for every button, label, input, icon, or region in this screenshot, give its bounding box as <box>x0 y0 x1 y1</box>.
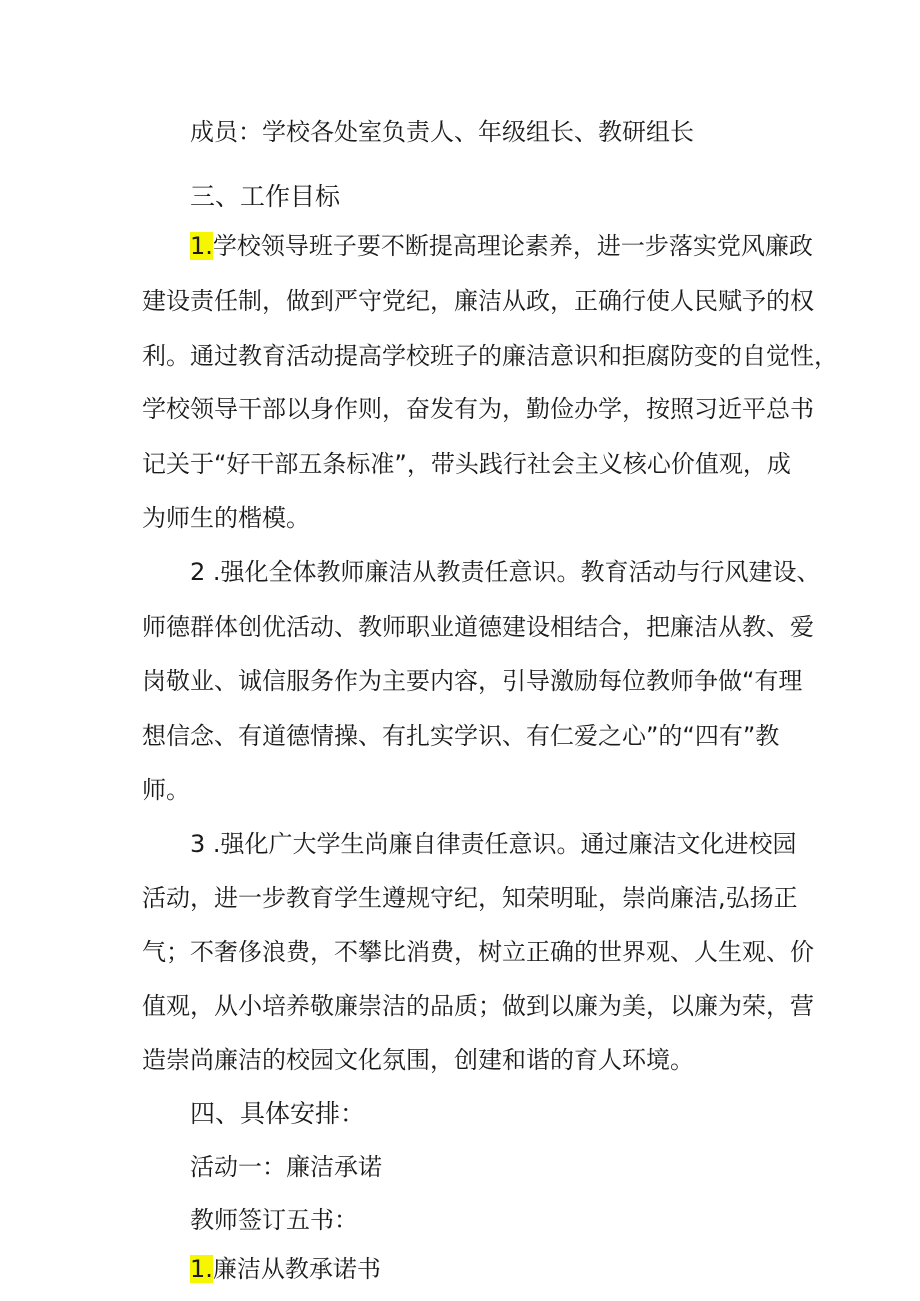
activity-1: 活动一：廉洁承诺 <box>190 1153 382 1181</box>
goal-1-line-6: 为师生的楷模。 <box>142 504 310 532</box>
teachers-sign-line: 教师签订五书： <box>190 1206 358 1234</box>
goal-2-line-3: 岗敬业、诚信服务作为主要内容，引导激励每位教师争做“有理 <box>142 667 803 695</box>
section-4-title: 四、具体安排： <box>190 1099 366 1128</box>
goal-1-line-2: 建设责任制，做到严守党纪，廉洁从政，正确行使人民赋予的权 <box>142 287 814 315</box>
goal-1-line-4: 学校领导干部以身作则，奋发有为，勤俭办学，按照习近平总书 <box>142 395 814 423</box>
members-line: 成员：学校各处室负责人、年级组长、教研组长 <box>190 118 694 146</box>
goal-2-line-5: 师。 <box>142 776 190 804</box>
goal-3-line-4: 值观，从小培养敬廉崇洁的品质；做到以廉为美，以廉为荣，营 <box>142 992 814 1020</box>
section-3-title: 三、工作目标 <box>190 182 341 211</box>
goal-1-line-3: 利。通过教育活动提高学校班子的廉洁意识和拒腐防变的自觉性， <box>142 342 838 370</box>
item-1-line: 1.廉洁从教承诺书 <box>190 1255 381 1283</box>
item-1-number: 1. <box>190 1255 213 1283</box>
goal-2-line-2: 师德群体创优活动、教师职业道德建设相结合，把廉洁从教、爱 <box>142 613 814 641</box>
goal-2-line-4: 想信念、有道德情操、有扎实学识、有仁爱之心”的“四有”教 <box>142 722 780 750</box>
goal-1-line-5: 记关于“好干部五条标准”，带头践行社会主义核心价值观，成 <box>142 450 791 478</box>
goal-3-line-3: 气；不奢侈浪费，不攀比消费，树立正确的世界观、人生观、价 <box>142 938 814 966</box>
goal-2-line-1: 2 .强化全体教师廉洁从教责任意识。教育活动与行风建设、 <box>190 558 821 586</box>
goal-3-line-1: 3 .强化广大学生尚廉自律责任意识。通过廉洁文化进校园 <box>190 830 797 858</box>
goal-3-line-5: 造崇尚廉洁的校园文化氛围，创建和谐的育人环境。 <box>142 1046 694 1074</box>
goal-1-line-1: 1.学校领导班子要不断提高理论素养，进一步落实党风廉政 <box>190 232 813 260</box>
goal-1-number: 1. <box>190 232 213 260</box>
goal-3-line-2: 活动，进一步教育学生遵规守纪，知荣明耻，崇尚廉洁,弘扬正 <box>142 884 798 912</box>
